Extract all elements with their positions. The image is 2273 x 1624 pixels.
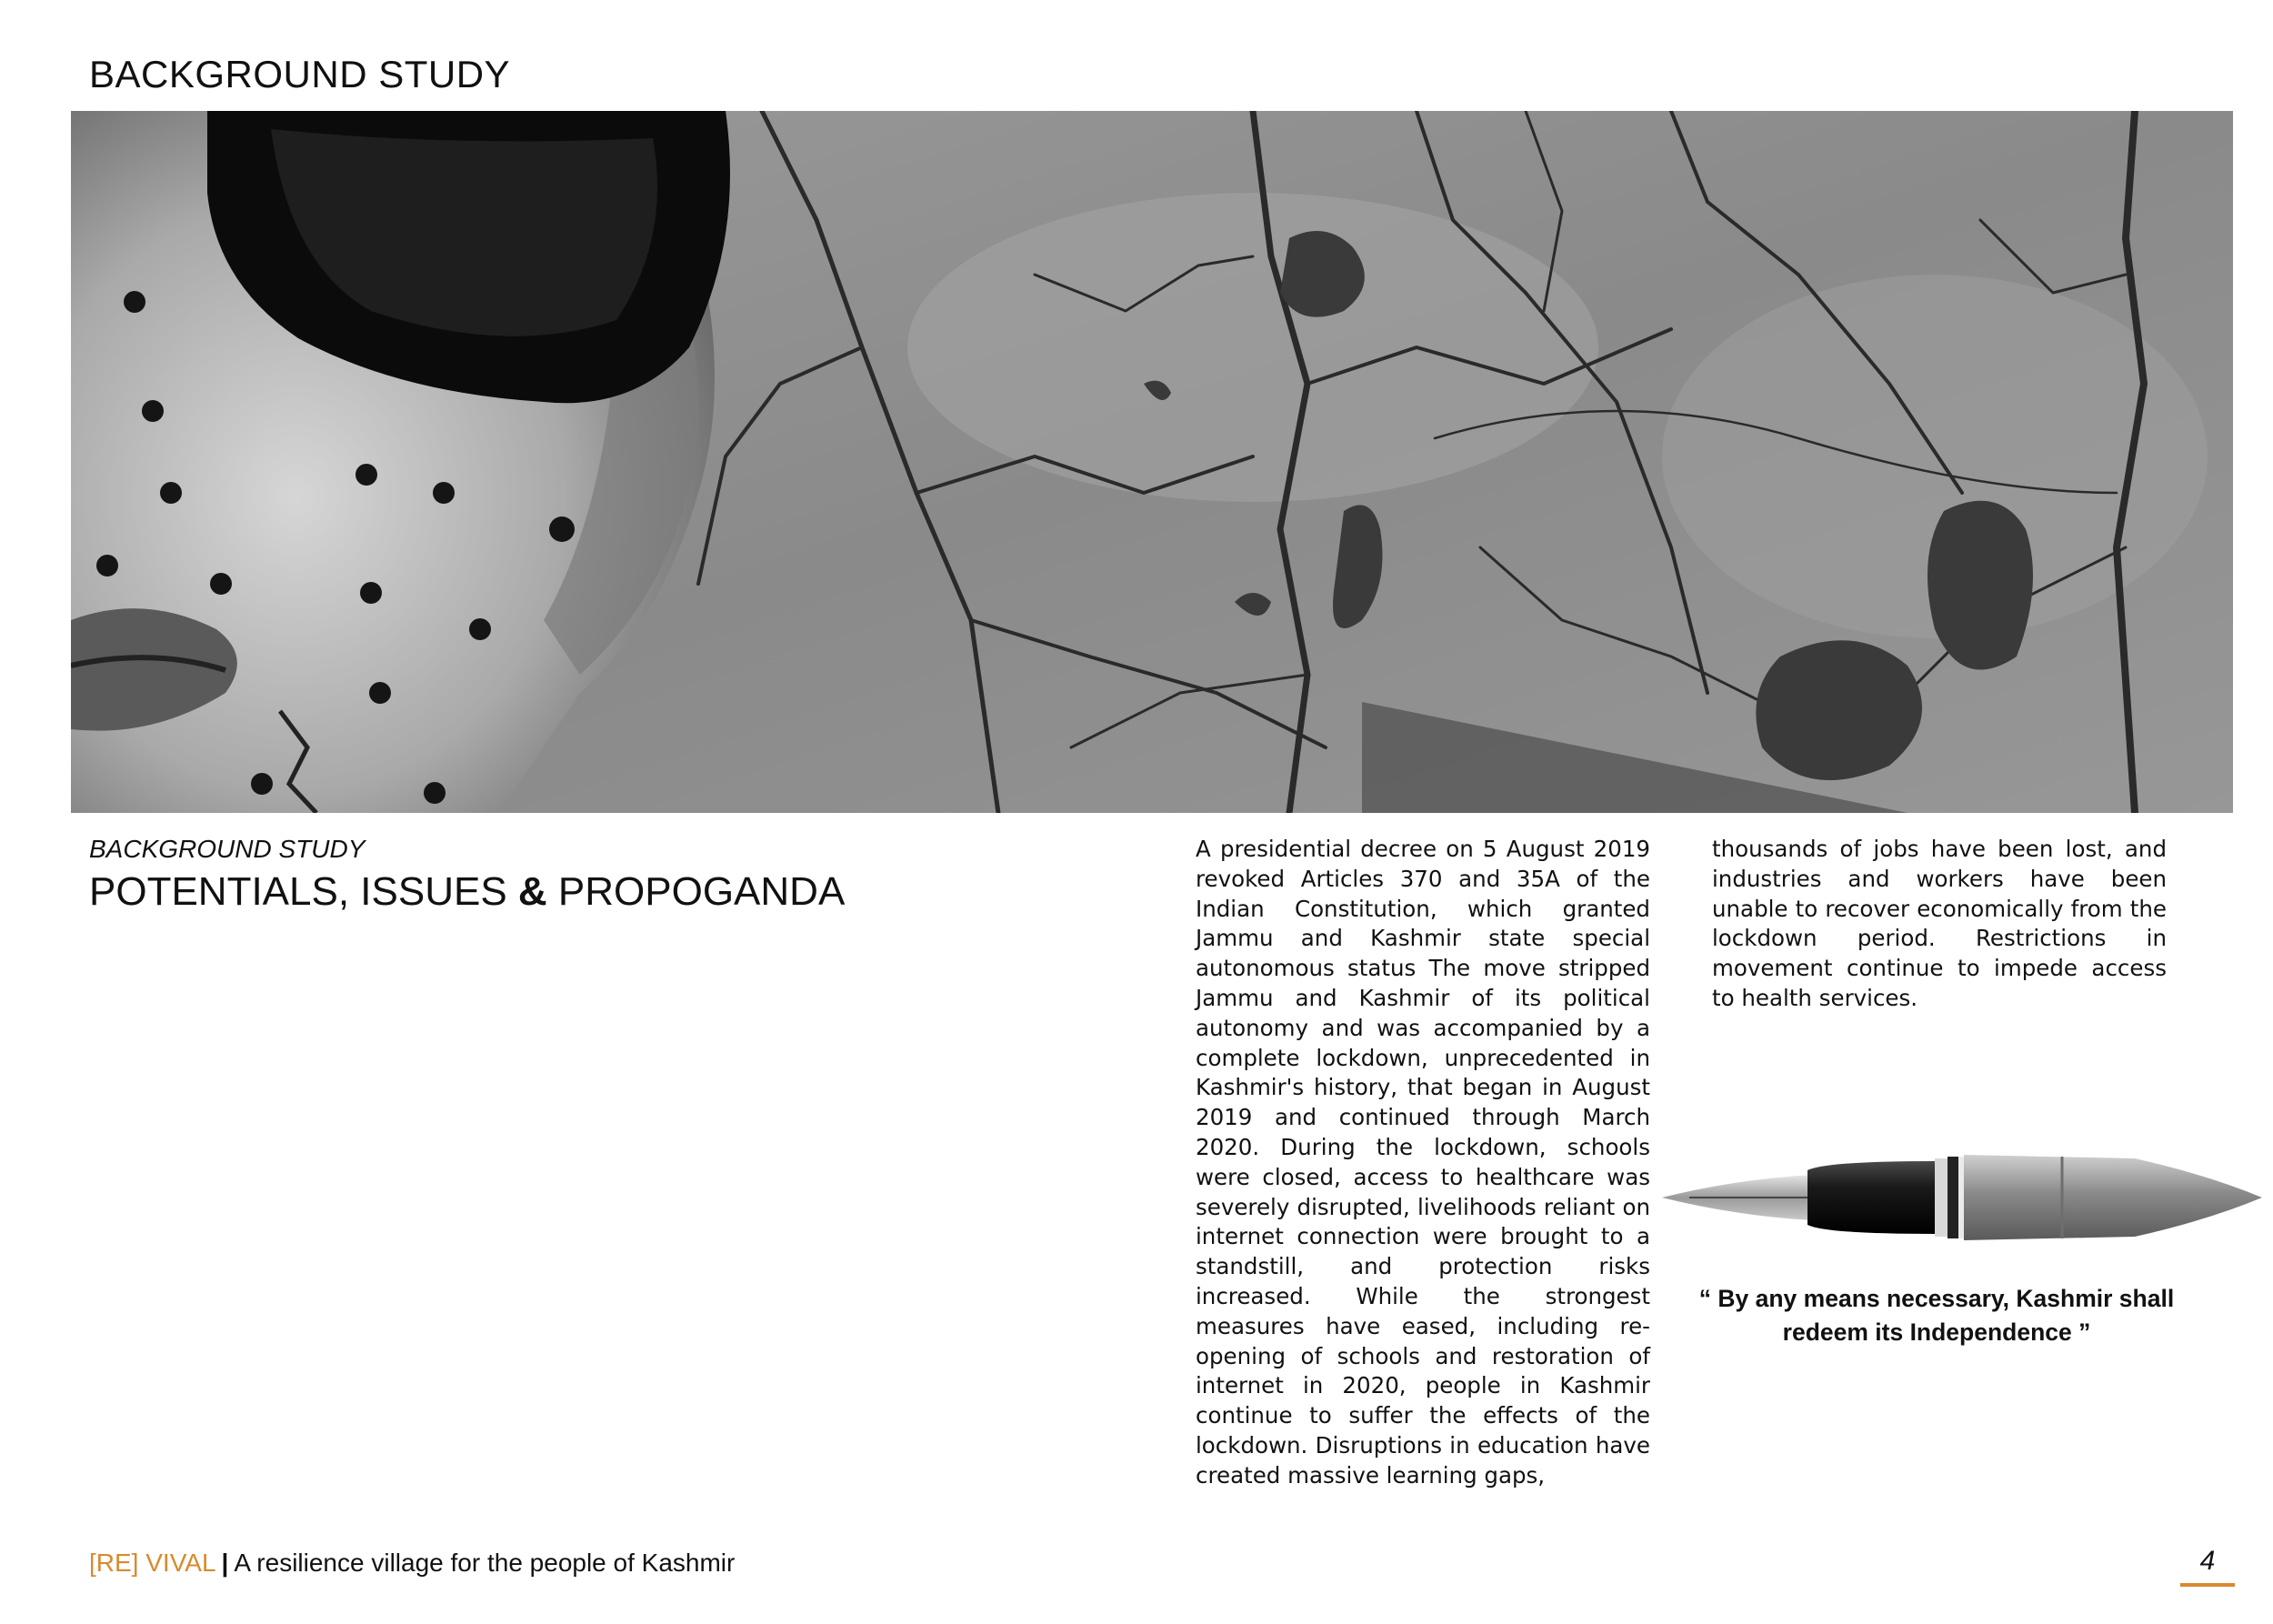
page-number: 4: [2199, 1546, 2216, 1576]
section-title-part2: PROPOGANDA: [546, 869, 846, 914]
pen-image: [1662, 1138, 2262, 1257]
footer-separator: |: [221, 1549, 229, 1577]
footer-tagline: A resilience village for the people of Kashmir: [234, 1549, 736, 1577]
cracked-wall-with-face-illustration: [71, 111, 2233, 813]
section-title-part1: POTENTIALS, ISSUES: [89, 869, 518, 914]
body-column-2: thousands of jobs have been lost, and industries and workers have been unable to recover economically from the lockdown period. Restrictions in movement continue to impede access to health services.: [1712, 836, 2167, 1011]
section-title-ampersand: &: [517, 869, 547, 914]
hero-image: [71, 111, 2233, 813]
page-number-underline: [2180, 1583, 2235, 1587]
section-title: [89, 869, 845, 915]
body-column-1: A presidential decree on 5 August 2019 revoked Articles 370 and 35A of the Indian Constitution, which granted Jammu and Kashmir state special autonomous status The move stripped Jammu and Kashmir of its political autonomy and was accompanied by a complete lockdown, unprecedented in Kashmir's history, that began in August 2019 and continued through March 2020. During the lockdown, schools were closed, access to healthcare was severely disrupted, livelihoods reliant on internet connection were brought to a standstill, and protection risks increased. While the strongest measures have eased, including re-opening of schools and restoration of internet in 2020, people in Kashmir continue to suffer the effects of the lockdown. Disruptions in education have created massive learning gaps,: [1196, 836, 1650, 1489]
footer-brand: [RE] VIVAL: [89, 1549, 216, 1577]
page-title: BACKGROUND STUDY: [89, 53, 511, 95]
footer: [89, 1549, 735, 1578]
fountain-pen-icon: [1662, 1138, 2262, 1257]
pull-quote: “ By any means necessary, Kashmir shall redeem its Independence ”: [1698, 1285, 2175, 1346]
section-kicker: BACKGROUND STUDY: [89, 835, 365, 863]
